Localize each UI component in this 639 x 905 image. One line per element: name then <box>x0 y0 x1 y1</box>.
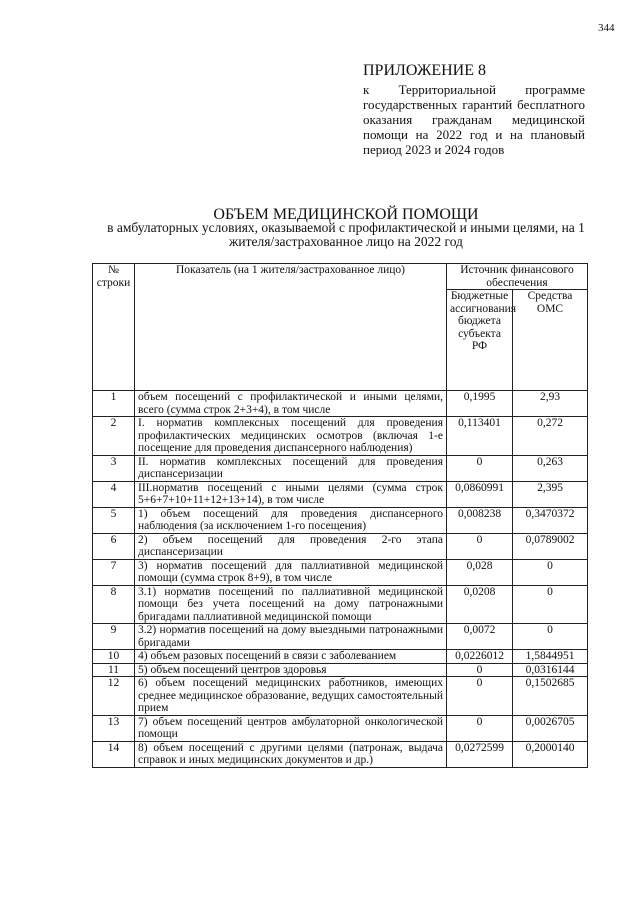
indicator-cell: объем посещений с профилактической и иными целями, всего (сумма строк 2+3+4), в том числе <box>135 391 447 417</box>
oms-value-cell: 0,0026705 <box>513 715 588 741</box>
row-number-cell: 9 <box>93 624 135 650</box>
document-title: ОБЪЕМ МЕДИЦИНСКОЙ ПОМОЩИ <box>213 206 479 223</box>
table-header-row <box>93 264 588 290</box>
indicator-cell: 5) объем посещений центров здоровья <box>135 663 447 677</box>
row-number-cell: 10 <box>93 650 135 664</box>
table-row <box>93 585 588 624</box>
row-number-cell: 3 <box>93 455 135 481</box>
medical-volume-table <box>92 263 588 768</box>
table-row <box>93 417 588 456</box>
budget-value-cell: 0,0072 <box>447 624 513 650</box>
row-number-cell: 1 <box>93 391 135 417</box>
row-number-cell: 4 <box>93 481 135 507</box>
indicator-cell: 6) объем посещений медицинских работников, имеющих среднее медицинское образование, ведущих самостоятельный прием <box>135 677 447 716</box>
indicator-cell: 8) объем посещений с другими целями (патронаж, выдача справок и иных медицинских документов и др.) <box>135 741 447 767</box>
table-row <box>93 715 588 741</box>
oms-value-cell: 2,93 <box>513 391 588 417</box>
budget-value-cell: 0 <box>447 715 513 741</box>
oms-value-cell: 0 <box>513 559 588 585</box>
oms-value-cell: 0,0789002 <box>513 533 588 559</box>
header-indicator: Показатель (на 1 жителя/застрахованное лицо) <box>135 264 447 391</box>
oms-value-cell: 2,395 <box>513 481 588 507</box>
table-row <box>93 741 588 767</box>
oms-value-cell: 0,0316144 <box>513 663 588 677</box>
table-row <box>93 507 588 533</box>
row-number-cell: 5 <box>93 507 135 533</box>
table-row <box>93 650 588 664</box>
table-row <box>93 677 588 716</box>
oms-value-cell: 0,272 <box>513 417 588 456</box>
appendix-title: ПРИЛОЖЕНИЕ 8 <box>363 62 487 79</box>
document-subtitle: в амбулаторных условиях, оказываемой с профилактической и иными целями, на 1 жителя/застрахованное лицо на 2022 год <box>107 220 585 249</box>
row-number-cell: 7 <box>93 559 135 585</box>
oms-value-cell: 0,3470372 <box>513 507 588 533</box>
indicator-cell: 3.2) норматив посещений на дому выездными патронажными бригадами <box>135 624 447 650</box>
oms-value-cell: 1,5844951 <box>513 650 588 664</box>
oms-value-cell: 0 <box>513 624 588 650</box>
oms-value-cell: 0,1502685 <box>513 677 588 716</box>
table-row <box>93 455 588 481</box>
oms-value-cell: 0,263 <box>513 455 588 481</box>
indicator-cell: II. норматив комплексных посещений для проведения диспансеризации <box>135 455 447 481</box>
budget-value-cell: 0,0208 <box>447 585 513 624</box>
oms-value-cell: 0 <box>513 585 588 624</box>
indicator-cell: 1) объем посещений для проведения диспансерного наблюдения (за исключением 1-го посещения) <box>135 507 447 533</box>
row-number-cell: 2 <box>93 417 135 456</box>
row-number-cell: 8 <box>93 585 135 624</box>
header-budget: Бюджетные ассигнования бюджета субъекта РФ <box>447 290 513 391</box>
table-row <box>93 533 588 559</box>
indicator-cell: III.норматив посещений с иными целями (сумма строк 5+6+7+10+11+12+13+14), в том числе <box>135 481 447 507</box>
appendix-block <box>363 62 585 157</box>
table-row <box>93 391 588 417</box>
indicator-cell: 7) объем посещений центров амбулаторной онкологической помощи <box>135 715 447 741</box>
row-number-cell: 13 <box>93 715 135 741</box>
budget-value-cell: 0,0860991 <box>447 481 513 507</box>
budget-value-cell: 0,028 <box>447 559 513 585</box>
budget-value-cell: 0,0226012 <box>447 650 513 664</box>
budget-value-cell: 0 <box>447 455 513 481</box>
indicator-cell: 3.1) норматив посещений по паллиативной медицинской помощи без учета посещений на дому патронажными бригадами паллиативной медицинской помощи <box>135 585 447 624</box>
indicator-cell: I. норматив комплексных посещений для проведения профилактических медицинских осмотров (включая 1-е посещение для проведения диспансерного наблюдения) <box>135 417 447 456</box>
table-row <box>93 624 588 650</box>
header-funding-source: Источник финансового обеспечения <box>447 264 588 290</box>
table-row <box>93 559 588 585</box>
page-number: 344 <box>598 22 615 34</box>
budget-value-cell: 0,1995 <box>447 391 513 417</box>
table-row <box>93 663 588 677</box>
indicator-cell: 2) объем посещений для проведения 2-го этапа диспансеризации <box>135 533 447 559</box>
appendix-text: к Территориальной программе государственных гарантий бесплатного оказания гражданам медицинской помощи на 2022 год и на плановый период 2023 и 2024 годов <box>363 82 585 157</box>
indicator-cell: 4) объем разовых посещений в связи с заболеванием <box>135 650 447 664</box>
budget-value-cell: 0,008238 <box>447 507 513 533</box>
header-row-number: № строки <box>93 264 135 391</box>
header-oms: Средства ОМС <box>513 290 588 391</box>
row-number-cell: 14 <box>93 741 135 767</box>
row-number-cell: 6 <box>93 533 135 559</box>
budget-value-cell: 0,0272599 <box>447 741 513 767</box>
budget-value-cell: 0 <box>447 533 513 559</box>
row-number-cell: 12 <box>93 677 135 716</box>
budget-value-cell: 0,113401 <box>447 417 513 456</box>
table-body <box>93 391 588 768</box>
budget-value-cell: 0 <box>447 663 513 677</box>
row-number-cell: 11 <box>93 663 135 677</box>
budget-value-cell: 0 <box>447 677 513 716</box>
table-row <box>93 481 588 507</box>
oms-value-cell: 0,2000140 <box>513 741 588 767</box>
indicator-cell: 3) норматив посещений для паллиативной медицинской помощи (сумма строк 8+9), в том числе <box>135 559 447 585</box>
